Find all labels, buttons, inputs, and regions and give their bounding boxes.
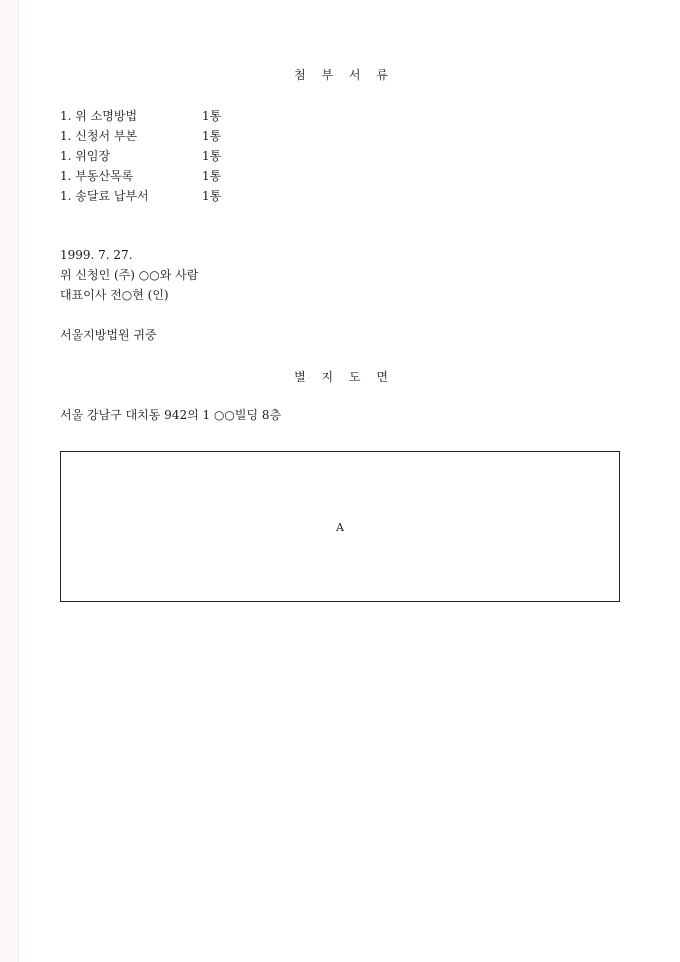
attachment-name: 1. 부동산목록 bbox=[60, 169, 134, 183]
attachment-item bbox=[60, 186, 221, 206]
attachment-name: 1. 신청서 부본 bbox=[60, 129, 138, 143]
drawing-box bbox=[60, 451, 620, 602]
drawing-heading: 별 지 도 면 bbox=[294, 370, 394, 384]
attachment-count: 1통 bbox=[202, 149, 222, 163]
applicant-line: 위 신청인 (주) ○○와 사람 bbox=[60, 268, 199, 282]
attachment-item bbox=[60, 166, 221, 186]
attachment-item bbox=[60, 146, 221, 166]
attachment-count: 1통 bbox=[202, 169, 222, 183]
representative-line: 대표이사 전○현 (인) bbox=[60, 288, 169, 302]
property-address: 서울 강남구 대치동 942의 1 ○○빌딩 8층 bbox=[60, 408, 282, 422]
attachment-name: 1. 위 소명방법 bbox=[60, 109, 138, 123]
attachment-item bbox=[60, 126, 221, 146]
attachment-count: 1통 bbox=[202, 189, 222, 203]
attachment-count: 1통 bbox=[202, 129, 222, 143]
filing-date: 1999. 7. 27. bbox=[60, 248, 133, 262]
drawing-label: A bbox=[336, 521, 344, 534]
attachments-heading: 첨 부 서 류 bbox=[294, 68, 394, 82]
attachment-item bbox=[60, 106, 221, 126]
court-addressee: 서울지방법원 귀중 bbox=[60, 328, 157, 342]
attachment-count: 1통 bbox=[202, 109, 222, 123]
attachments-list bbox=[60, 106, 221, 206]
document-page bbox=[60, 0, 622, 962]
attachment-name: 1. 송달료 납부서 bbox=[60, 189, 149, 203]
attachment-name: 1. 위임장 bbox=[60, 149, 111, 163]
page-margin-strip bbox=[0, 0, 19, 962]
